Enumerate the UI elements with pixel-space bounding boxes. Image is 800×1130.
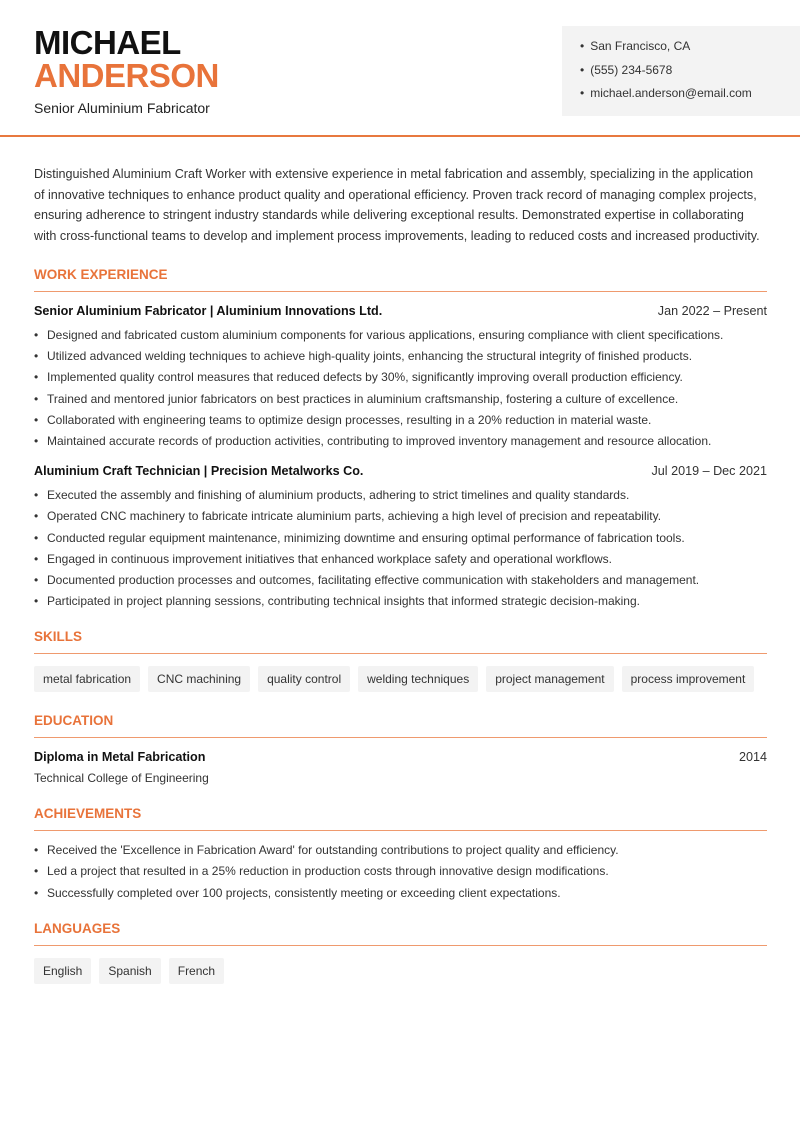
languages-list	[34, 958, 767, 984]
education-year: 2014	[738, 750, 767, 765]
contact-phone: • (555) 234-5678	[580, 63, 800, 87]
achievements-list	[34, 843, 767, 907]
job-entry	[34, 304, 767, 455]
last-name: ANDERSON	[34, 57, 219, 94]
job-bullets	[34, 488, 767, 615]
work-experience	[34, 304, 767, 615]
summary: Distinguished Aluminium Craft Worker with extensive experience in metal fabrication and assembly, specializing in the application of innovative techniques to enhance product quality and operational efficiency. Proven track record of managing complex projects, ensuring adherence to stringent industry standards while delivering exceptional results. Demonstrated expertise in collaborating with cross-functional teams to develop and implement process improvements, leading to reduced costs and increased productivity.	[34, 167, 760, 243]
list-item: • Participated in project planning sessions, contributing technical insights that informed strategic decision-making.	[34, 594, 767, 615]
skill-tag: project management	[486, 666, 613, 692]
contact-box	[562, 26, 800, 116]
language-tag: English	[34, 958, 91, 984]
job-entry	[34, 464, 767, 615]
list-item: • Received the 'Excellence in Fabrication Award' for outstanding contributions to project quality and efficiency.	[34, 843, 767, 864]
list-item: • Operated CNC machinery to fabricate intricate aluminium parts, achieving a high level of precision and repeatability.	[34, 509, 767, 530]
job-header	[34, 304, 767, 324]
skill-tag: welding techniques	[358, 666, 478, 692]
list-item: • Conducted regular equipment maintenance, minimizing downtime and ensuring optimal performance of fabrication tools.	[34, 531, 767, 552]
list-item: • Trained and mentored junior fabricators on best practices in aluminium craftsmanship, fostering a culture of excellence.	[34, 392, 767, 413]
skill-tag: process improvement	[622, 666, 755, 692]
skill-tag: CNC machining	[148, 666, 250, 692]
job-dates: Jul 2019 – Dec 2021	[651, 464, 767, 479]
job-dates: Jan 2022 – Present	[657, 304, 767, 318]
list-item: • Designed and fabricated custom aluminium components for various applications, ensuring compliance with client specifications.	[34, 328, 767, 349]
list-item: • Successfully completed over 100 projects, consistently meeting or exceeding client expectations.	[34, 886, 767, 907]
job-bullets	[34, 328, 767, 455]
section-title-achievements: ACHIEVEMENTS	[34, 806, 767, 831]
section-title-work: WORK EXPERIENCE	[34, 267, 767, 292]
list-item: • Implemented quality control measures that reduced defects by 30%, significantly improving overall production efficiency.	[34, 370, 767, 391]
first-name: MICHAEL	[34, 24, 181, 61]
skill-tag: quality control	[258, 666, 350, 692]
skills-list	[34, 666, 767, 692]
job-header	[34, 464, 767, 484]
section-title-languages: LANGUAGES	[34, 921, 767, 946]
job-title: Senior Aluminium Fabricator	[34, 100, 210, 116]
section-title-skills: SKILLS	[34, 629, 767, 654]
job-title: Aluminium Craft Technician | Precision Metalworks Co.	[34, 464, 364, 479]
job-title: Senior Aluminium Fabricator | Aluminium Innovations Ltd.	[34, 304, 383, 318]
contact-email[interactable]: • michael.anderson@email.com	[580, 86, 800, 110]
language-tag: French	[169, 958, 224, 984]
education-degree: Diploma in Metal Fabrication	[34, 750, 206, 765]
section-title-education: EDUCATION	[34, 713, 767, 738]
skill-tag: metal fabrication	[34, 666, 140, 692]
list-item: • Engaged in continuous improvement initiatives that enhanced workplace safety and operational workflows.	[34, 552, 767, 573]
list-item: • Executed the assembly and finishing of aluminium products, adhering to strict timelines and quality standards.	[34, 488, 767, 509]
education-school: Technical College of Engineering	[34, 771, 209, 786]
list-item: • Led a project that resulted in a 25% reduction in production costs through innovative design modifications.	[34, 864, 767, 885]
contact-location: • San Francisco, CA	[580, 39, 800, 63]
education-entry	[34, 750, 767, 785]
list-item: • Collaborated with engineering teams to optimize design processes, resulting in a 20% reduction in material waste.	[34, 413, 767, 434]
list-item: • Maintained accurate records of production activities, contributing to improved inventory management and resource allocation.	[34, 434, 767, 455]
language-tag: Spanish	[99, 958, 160, 984]
list-item: • Documented production processes and outcomes, facilitating effective communication with stakeholders and management.	[34, 573, 767, 594]
list-item: • Utilized advanced welding techniques to achieve high-quality joints, enhancing the structural integrity of finished products.	[34, 349, 767, 370]
resume-header	[0, 0, 800, 137]
